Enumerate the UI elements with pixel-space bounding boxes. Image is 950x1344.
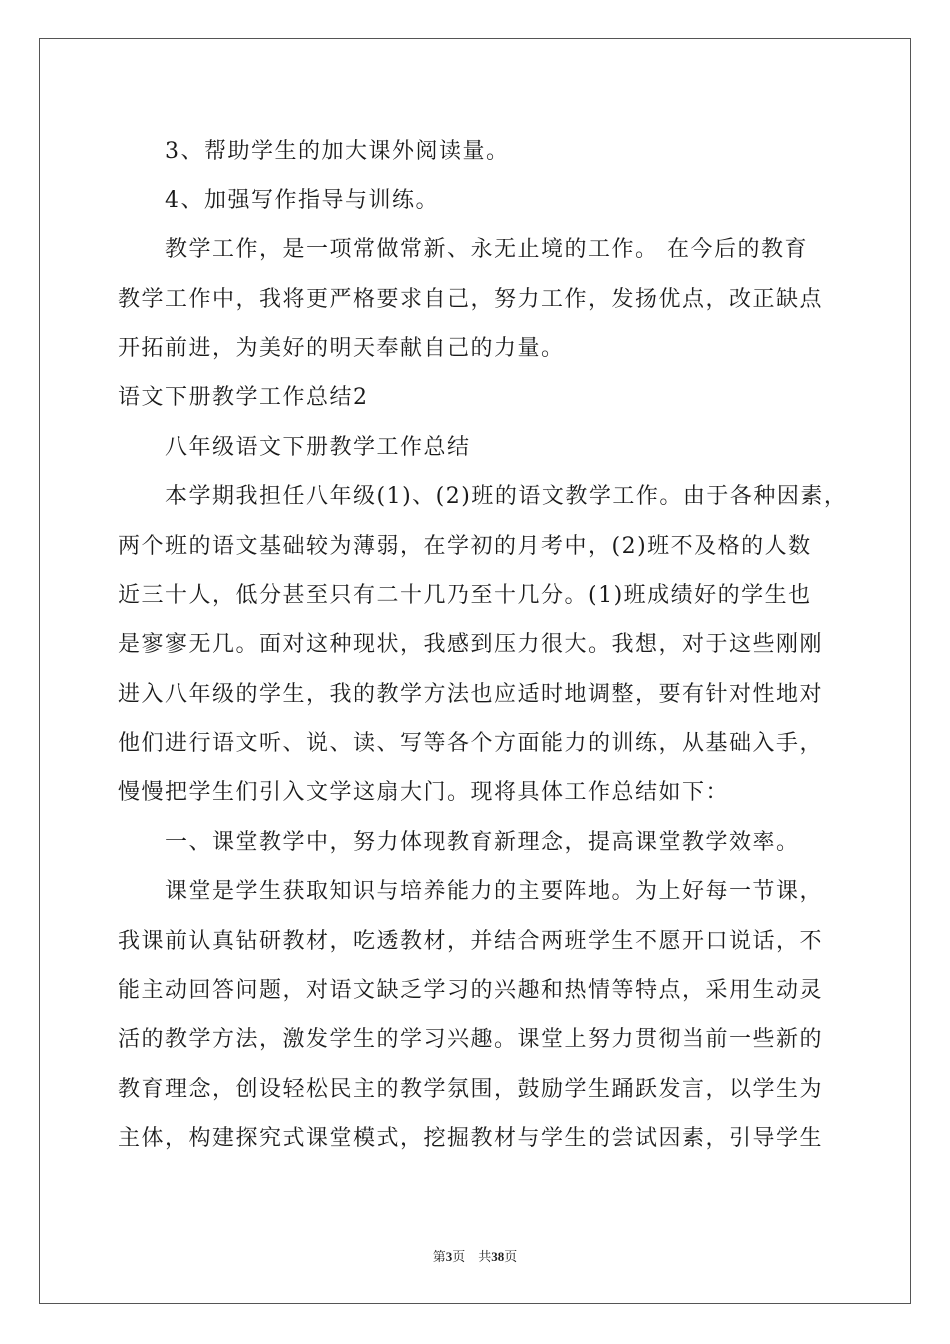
body-line-17: 我课前认真钻研教材，吃透教材，并结合两班学生不愿开口说话，不 [118,929,824,954]
page-footer [0,1249,950,1265]
total-pages-number: 38 [491,1249,505,1264]
body-line-9: 两个班的语文基础较为薄弱，在学初的月考中，(2)班不及格的人数 [118,534,812,559]
article-title: 八年级语文下册教学工作总结 [118,435,471,460]
body-line-12: 进入八年级的学生，我的教学方法也应适时地调整，要有针对性地对 [118,682,824,707]
body-line-16: 课堂是学生获取知识与培养能力的主要阵地。为上好每一节课， [118,879,824,904]
body-line-5: 开拓前进，为美好的明天奉献自己的力量。 [118,336,565,361]
total-label-prefix: 共 [478,1249,492,1264]
page-label-prefix: 第 [432,1249,446,1264]
body-line-18: 能主动回答问题，对语文缺乏学习的兴趣和热情等特点，采用生动灵 [118,978,824,1003]
body-line-13: 他们进行语文听、说、读、写等各个方面能力的训练，从基础入手， [118,731,824,756]
body-line-21: 主体，构建探究式课堂模式，挖掘教材与学生的尝试因素，引导学生 [118,1126,824,1151]
body-line-4: 教学工作中，我将更严格要求自己，努力工作，发扬优点，改正缺点 [118,287,824,312]
body-line-11: 是寥寥无几。面对这种现状，我感到压力很大。我想，对于这些刚刚 [118,632,824,657]
body-line-20: 教育理念，创设轻松民主的教学氛围，鼓励学生踊跃发言，以学生为 [118,1077,824,1102]
subsection-heading: 一、课堂教学中，努力体现教育新理念，提高课堂教学效率。 [118,830,800,855]
total-label-suffix: 页 [504,1249,518,1264]
body-line-2: 4、加强写作指导与训练。 [118,188,439,213]
current-page-number: 3 [445,1249,453,1264]
body-line-19: 活的教学方法，激发学生的学习兴趣。课堂上努力贯彻当前一些新的 [118,1027,824,1052]
section-heading: 语文下册教学工作总结2 [118,385,369,410]
page-label-suffix: 页 [452,1249,466,1264]
body-line-3: 教学工作，是一项常做常新、永无止境的工作。 在今后的教育 [118,237,808,262]
page-border [39,38,911,1304]
body-line-10: 近三十人，低分甚至只有二十几乃至十几分。(1)班成绩好的学生也 [118,583,812,608]
body-line-8: 本学期我担任八年级(1)、(2)班的语文教学工作。由于各种因素， [118,484,848,509]
body-line-14: 慢慢把学生们引入文学这扇大门。现将具体工作总结如下： [118,780,730,805]
body-line-1: 3、帮助学生的加大课外阅读量。 [118,139,510,164]
